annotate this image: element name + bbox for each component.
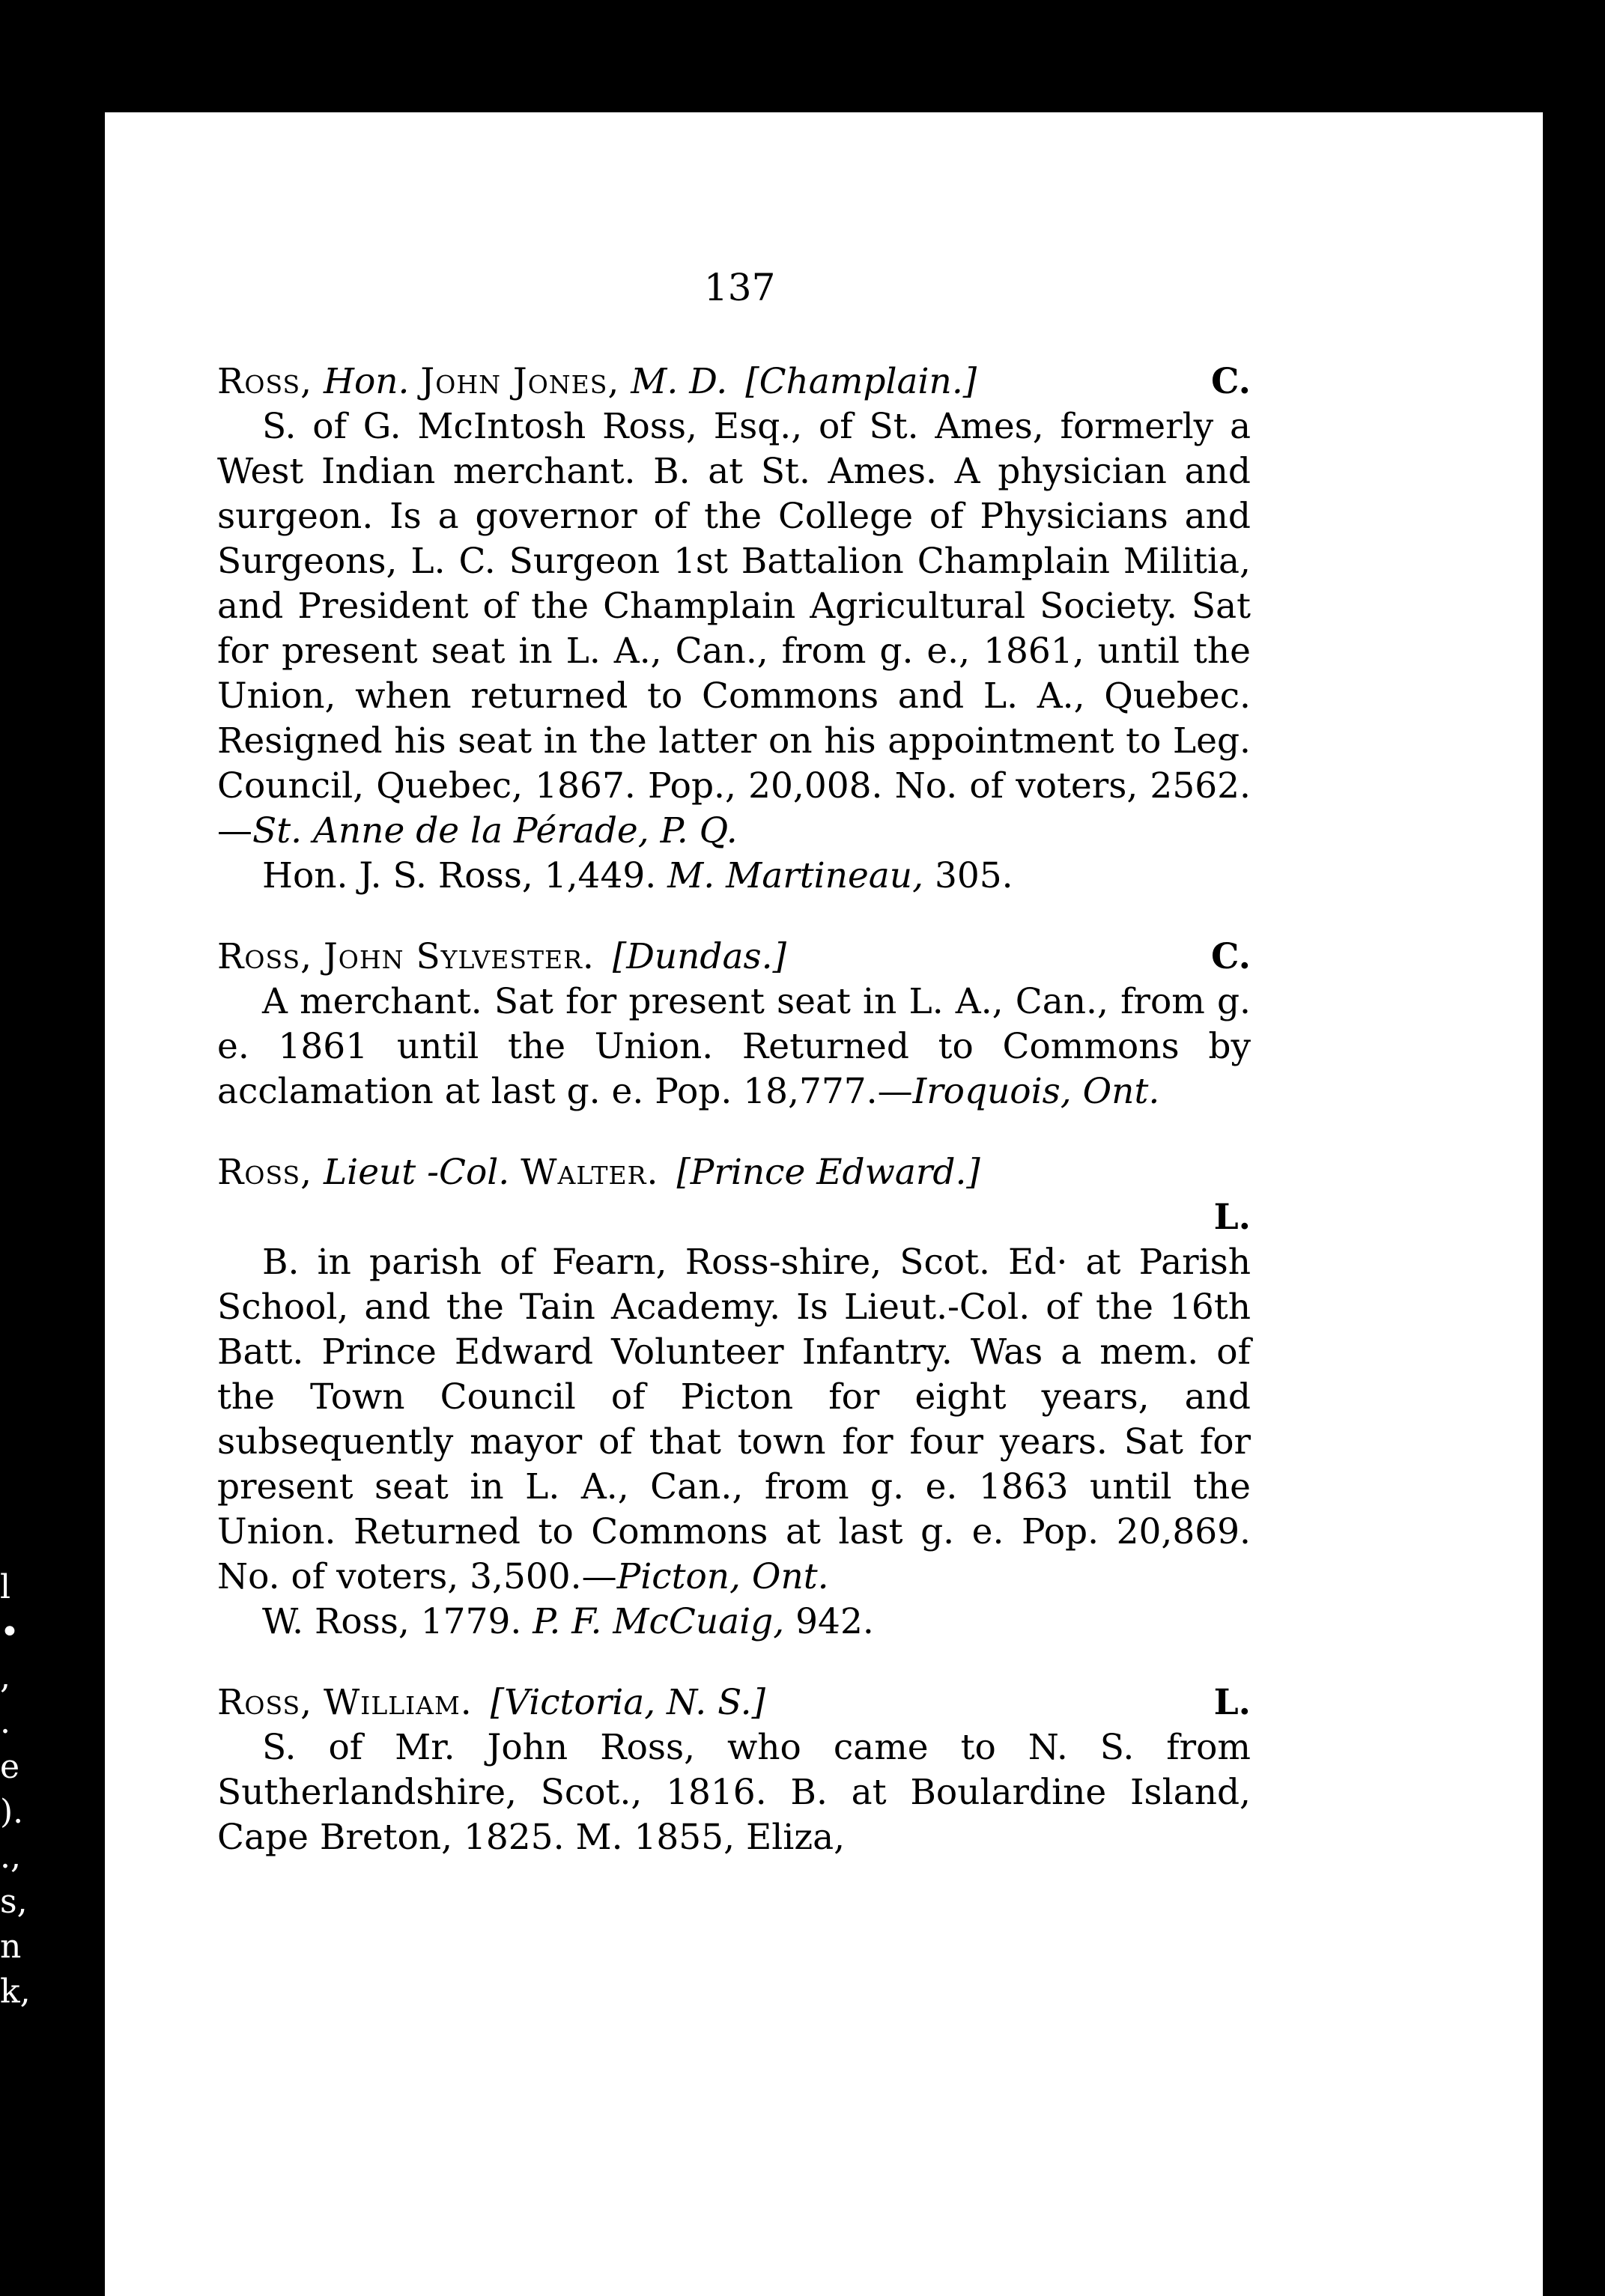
entry-ross-john-jones [217, 359, 1251, 899]
entry-ross-walter [217, 1150, 1251, 1644]
margin-fragment: ). [0, 1793, 24, 1831]
surname: Ross, [217, 1152, 313, 1193]
biography-text: S. of Mr. John Ross, who came to N. S. from Sutherlandshire, Scot., 1816. B. at Boulardine Island, Cape Breton, 1825. M. 1855, Eliza, [217, 1727, 1251, 1858]
entry-heading [217, 1150, 1251, 1195]
result-opponent: P. F. McCuaig, [533, 1601, 785, 1642]
name-suffix: M. D. [631, 361, 728, 402]
entry-name [217, 1150, 658, 1195]
surname: Ross, [217, 936, 313, 977]
entry-heading [217, 935, 1251, 980]
result-opponent-votes: 305. [934, 855, 1013, 896]
entry-heading [217, 1680, 1251, 1725]
entry-biography [217, 1240, 1251, 1600]
residence: Picton, Ont. [616, 1556, 829, 1597]
margin-fragments [0, 1565, 31, 2014]
margin-fragment: s, [0, 1883, 28, 1921]
margin-fragment: l [0, 1568, 11, 1606]
entry-heading [217, 359, 1251, 404]
party-marker: C. [1211, 361, 1251, 402]
given-names: John Sylvester. [323, 936, 595, 977]
result-opponent: M. Martineau, [667, 855, 924, 896]
residence: Iroquois, Ont. [912, 1071, 1160, 1112]
given-names: William. [323, 1682, 473, 1723]
party-marker: L. [1213, 1197, 1251, 1238]
result-opponent-votes: 942. [795, 1601, 874, 1642]
constituency: [Dundas.] [612, 936, 786, 977]
margin-fragment: e [0, 1748, 20, 1786]
margin-fragment: ., [0, 1838, 21, 1876]
constituency: [Champlain.] [745, 361, 977, 402]
party-marker: C. [1211, 936, 1251, 977]
biography-text: S. of G. McIntosh Ross, Esq., of St. Ames, formerly a West Indian merchant. B. at St. Ames. A physician and surgeon. Is a governor of the College of Physicians and Surgeons, L. C. Surgeon 1st Battalion Champlain Militia, and President of the Champlain Agricultural Society. Sat for present seat in L. A., Can., from g. e., 1861, until the Union, when returned to Commons and L. A., Quebec. Resigned his seat in the latter on his appointment to Leg. Council, Quebec, 1867. Pop., 20,008. No. of voters, 2562.— [217, 406, 1251, 851]
margin-fragment: • [0, 1613, 19, 1651]
biography-text: A merchant. Sat for present seat in L. A., Can., from g. e. 1861 until the Union. Returned to Commons by acclamation at last g. e. Pop. 18,777.— [217, 981, 1251, 1112]
given-names: Walter. [521, 1152, 659, 1193]
surname: Ross, [217, 1682, 313, 1723]
entry-biography [217, 980, 1251, 1114]
residence: St. Anne de la Pérade, P. Q. [252, 810, 738, 851]
margin-fragment: . [0, 1703, 10, 1741]
entries [217, 359, 1251, 1896]
constituency: [Victoria, N. S.] [490, 1682, 765, 1723]
result-winner: W. Ross, 1779. [262, 1601, 522, 1642]
constituency: [Prince Edward.] [676, 1152, 980, 1193]
entry-ross-william [217, 1680, 1251, 1860]
party-marker: L. [1213, 1682, 1251, 1723]
margin-fragment: k, [0, 1972, 31, 2011]
election-result [217, 854, 1251, 899]
surname: Ross, [217, 361, 313, 402]
biography-text: B. in parish of Fearn, Ross-shire, Scot. Ed· at Parish School, and the Tain Academy. Is Lieut.-Col. of the 16th Batt. Prince Edward Volunteer Infantry. Was a mem. of the Town Council of Picton for eight years, and subsequently mayor of that town for four years. Sat for present seat in L. A., Can., from g. e. 1863 until the Union. Returned to Commons at last g. e. Pop. 20,869. No. of voters, 3,500.— [217, 1242, 1251, 1597]
result-winner: Hon. J. S. Ross, 1,449. [262, 855, 657, 896]
honorific: Hon. [323, 361, 410, 402]
entry-biography [217, 404, 1251, 854]
election-result [217, 1600, 1251, 1644]
margin-fragment: , [0, 1658, 10, 1696]
honorific: Lieut -Col. [323, 1152, 510, 1193]
page-number: 137 [704, 266, 776, 309]
entry-name [217, 359, 727, 404]
entry-name [217, 935, 595, 980]
margin-fragment: n [0, 1928, 22, 1966]
entry-ross-john-sylvester [217, 935, 1251, 1114]
given-names: John Jones, [420, 361, 620, 402]
entry-biography [217, 1725, 1251, 1860]
entry-name [217, 1680, 473, 1725]
